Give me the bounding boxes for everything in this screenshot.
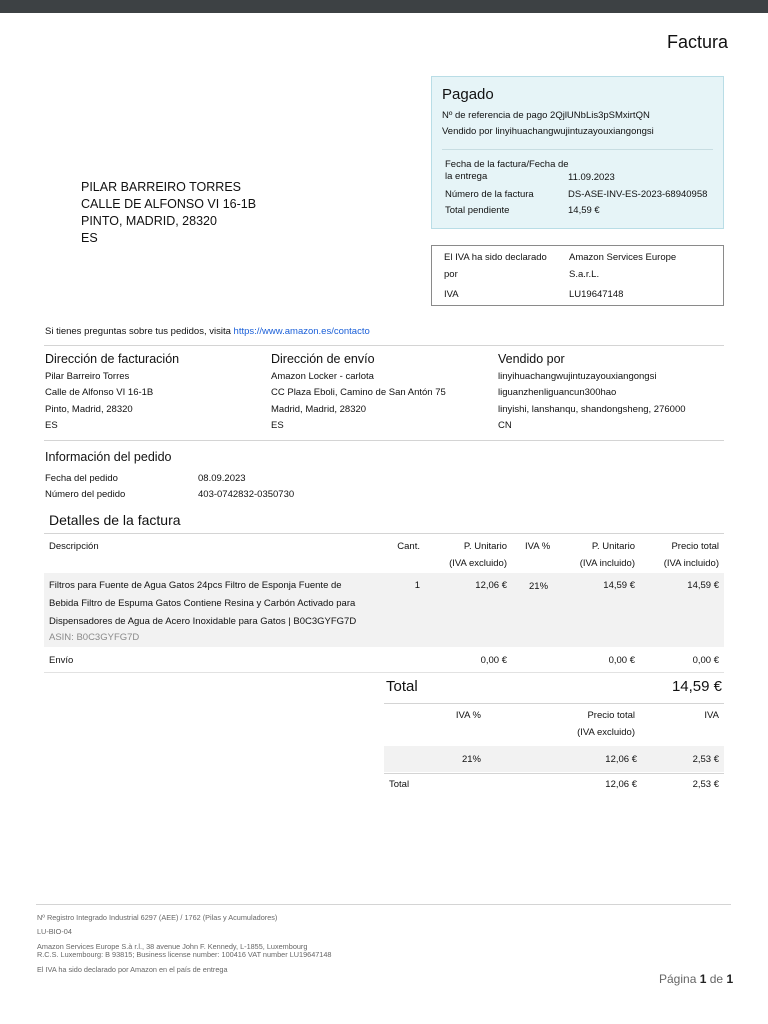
col-description: Descripción — [49, 541, 99, 552]
shipping-heading: Dirección de envío — [271, 352, 375, 366]
item-unit-ex: 12,06 € — [475, 580, 507, 591]
item-description-line: Bebida Filtro de Espuma Gatos Contiene Resina y Carbón Activado para — [49, 598, 356, 609]
seller-heading: Vendido por — [498, 352, 565, 366]
page-of: de — [709, 972, 724, 986]
vat-sum-label: Total — [389, 779, 410, 790]
grand-total-amount: 14,59 € — [671, 678, 722, 695]
billing-line: ES — [45, 419, 58, 431]
divider — [384, 703, 724, 704]
seller-line: CN — [498, 419, 512, 431]
contact-link[interactable]: https://www.amazon.es/contacto — [233, 326, 370, 337]
col-qty: Cant. — [397, 541, 420, 552]
vat-declared-label-a: El IVA ha sido declarado — [444, 252, 547, 263]
page-current: 1 — [699, 972, 707, 986]
invoice-date-label: Fecha de la factura/Fecha de la entrega — [445, 159, 569, 182]
billing-address — [45, 369, 153, 434]
footer-code: LU-BIO-04 — [37, 927, 72, 936]
col-unit-inc-line: (IVA incluido) — [579, 557, 635, 569]
item-description-line: Dispensadores de Agua de Acero Inoxidable para Gatos | B0C3GYFG7D — [49, 616, 357, 627]
col-vat-pct: IVA % — [525, 541, 551, 552]
order-heading: Información del pedido — [45, 450, 172, 464]
vat-col-total — [545, 708, 635, 741]
shipping-row-total: 0,00 € — [692, 655, 719, 666]
footer-vat-note: El IVA ha sido declarado por Amazon en el país de entrega — [37, 965, 228, 974]
vat-entity-a: Amazon Services Europe — [569, 252, 677, 263]
outstanding-label: Total pendiente — [445, 205, 510, 216]
item-vat-pct: 21% — [529, 581, 549, 592]
shipping-row-label: Envío — [49, 655, 74, 666]
vat-col-pct: IVA % — [455, 710, 481, 721]
divider — [44, 440, 724, 441]
seller-line: linyishi, lanshanqu, shandongsheng, 276000 — [498, 403, 686, 415]
order-number-value: 403-0742832-0350730 — [198, 489, 295, 500]
seller-line: linyihuachangwujintuzayouxiangongsi — [498, 371, 657, 382]
order-number-label: Número del pedido — [45, 489, 126, 500]
seller-address — [498, 369, 686, 434]
shipping-address — [271, 369, 446, 434]
item-description-line: Filtros para Fuente de Agua Gatos 24pcs Filtro de Esponja Fuente de — [49, 580, 342, 591]
seller-line: liguanzhenliguancun300hao — [498, 387, 617, 399]
page-indicator — [659, 972, 733, 986]
contact-line — [45, 326, 370, 337]
invoice-date-value: 11.09.2023 — [568, 172, 615, 183]
order-date-label: Fecha del pedido — [45, 473, 118, 484]
vat-row-total: 12,06 € — [605, 754, 637, 765]
page-total: 1 — [726, 972, 734, 986]
col-total — [645, 539, 719, 572]
shipping-line: Amazon Locker - carlota — [271, 371, 374, 382]
customer-country: ES — [81, 231, 98, 245]
shipping-line: Madrid, Madrid, 28320 — [271, 403, 367, 415]
divider — [44, 345, 724, 346]
invoice-number-value: DS-ASE-INV-ES-2023-68940958 — [568, 189, 708, 200]
vat-number: LU19647148 — [569, 289, 624, 300]
order-date-value: 08.09.2023 — [198, 473, 246, 484]
vat-row-pct: 21% — [461, 754, 481, 765]
vat-declared-label-b: por — [444, 269, 458, 280]
customer-street: CALLE DE ALFONSO VI 16-1B — [81, 197, 257, 211]
shipping-row-unit-inc: 0,00 € — [608, 655, 635, 666]
top-bar — [0, 0, 768, 13]
vat-row-vat: 2,53 € — [692, 754, 719, 765]
col-unit-inc-line: P. Unitario — [591, 541, 635, 552]
divider — [384, 773, 724, 774]
shipping-line: CC Plaza Eboli, Camino de San Antón 75 — [271, 387, 446, 399]
billing-line: Pinto, Madrid, 28320 — [45, 403, 133, 415]
details-heading: Detalles de la factura — [49, 512, 181, 528]
footer-company: Amazon Services Europe S.à r.l., 38 avenue John F. Kennedy, L-1855, Luxembourg — [37, 942, 308, 951]
billing-heading: Dirección de facturación — [45, 352, 180, 366]
customer-name: PILAR BARREIRO TORRES — [81, 180, 241, 194]
billing-line: Pilar Barreiro Torres — [45, 371, 130, 382]
col-unit-ex-line: (IVA excluido) — [449, 557, 507, 569]
vat-entity-b: S.a.r.L. — [569, 269, 600, 280]
item-asin: ASIN: B0C3GYFG7D — [49, 632, 140, 643]
col-unit-ex-line: P. Unitario — [463, 541, 507, 552]
vat-declaration-box — [431, 245, 724, 306]
shipping-row-unit-ex: 0,00 € — [480, 655, 507, 666]
payment-summary-box — [431, 76, 724, 229]
footer-registry: Nº Registro Integrado Industrial 6297 (AEE) / 1762 (Pilas y Acumuladores) — [37, 913, 278, 922]
col-total-line: (IVA incluido) — [663, 557, 719, 569]
vat-col-total-line: (IVA excluido) — [577, 726, 635, 738]
col-total-line: Precio total — [671, 541, 719, 552]
vat-label: IVA — [444, 289, 459, 300]
invoice-number-label: Número de la factura — [445, 189, 534, 200]
item-total: 14,59 € — [687, 580, 719, 591]
vat-col-vat: IVA — [704, 710, 719, 721]
outstanding-value: 14,59 € — [568, 205, 600, 216]
customer-address — [81, 179, 256, 247]
item-description — [49, 577, 379, 645]
col-unit-ex — [430, 539, 507, 572]
divider — [44, 533, 724, 534]
payment-status: Pagado — [442, 86, 494, 103]
payment-divider — [442, 149, 713, 150]
billing-line: Calle de Alfonso VI 16-1B — [45, 387, 154, 399]
item-qty: 1 — [414, 580, 420, 591]
contact-text: Si tienes preguntas sobre tus pedidos, visita — [45, 326, 234, 337]
vat-col-total-line: Precio total — [587, 710, 635, 721]
item-unit-inc: 14,59 € — [603, 580, 635, 591]
col-unit-inc — [560, 539, 635, 572]
payment-sold-by: Vendido por linyihuachangwujintuzayouxiangongsi — [442, 126, 654, 137]
vat-sum-vat: 2,53 € — [692, 779, 719, 790]
shipping-line: ES — [271, 419, 284, 431]
grand-total-label: Total — [386, 678, 418, 695]
vat-sum-total: 12,06 € — [605, 779, 637, 790]
payment-reference: Nº de referencia de pago 2QjlUNbLis3pSMxirtQN — [442, 110, 650, 121]
divider — [44, 672, 724, 673]
customer-city: PINTO, MADRID, 28320 — [81, 214, 217, 228]
document-title: Factura — [667, 32, 729, 52]
page-label: Página — [659, 972, 697, 986]
footer-rcs: R.C.S. Luxembourg: B 93815; Business license number: 100416 VAT number LU19647148 — [37, 950, 332, 959]
footer-divider — [36, 904, 731, 905]
